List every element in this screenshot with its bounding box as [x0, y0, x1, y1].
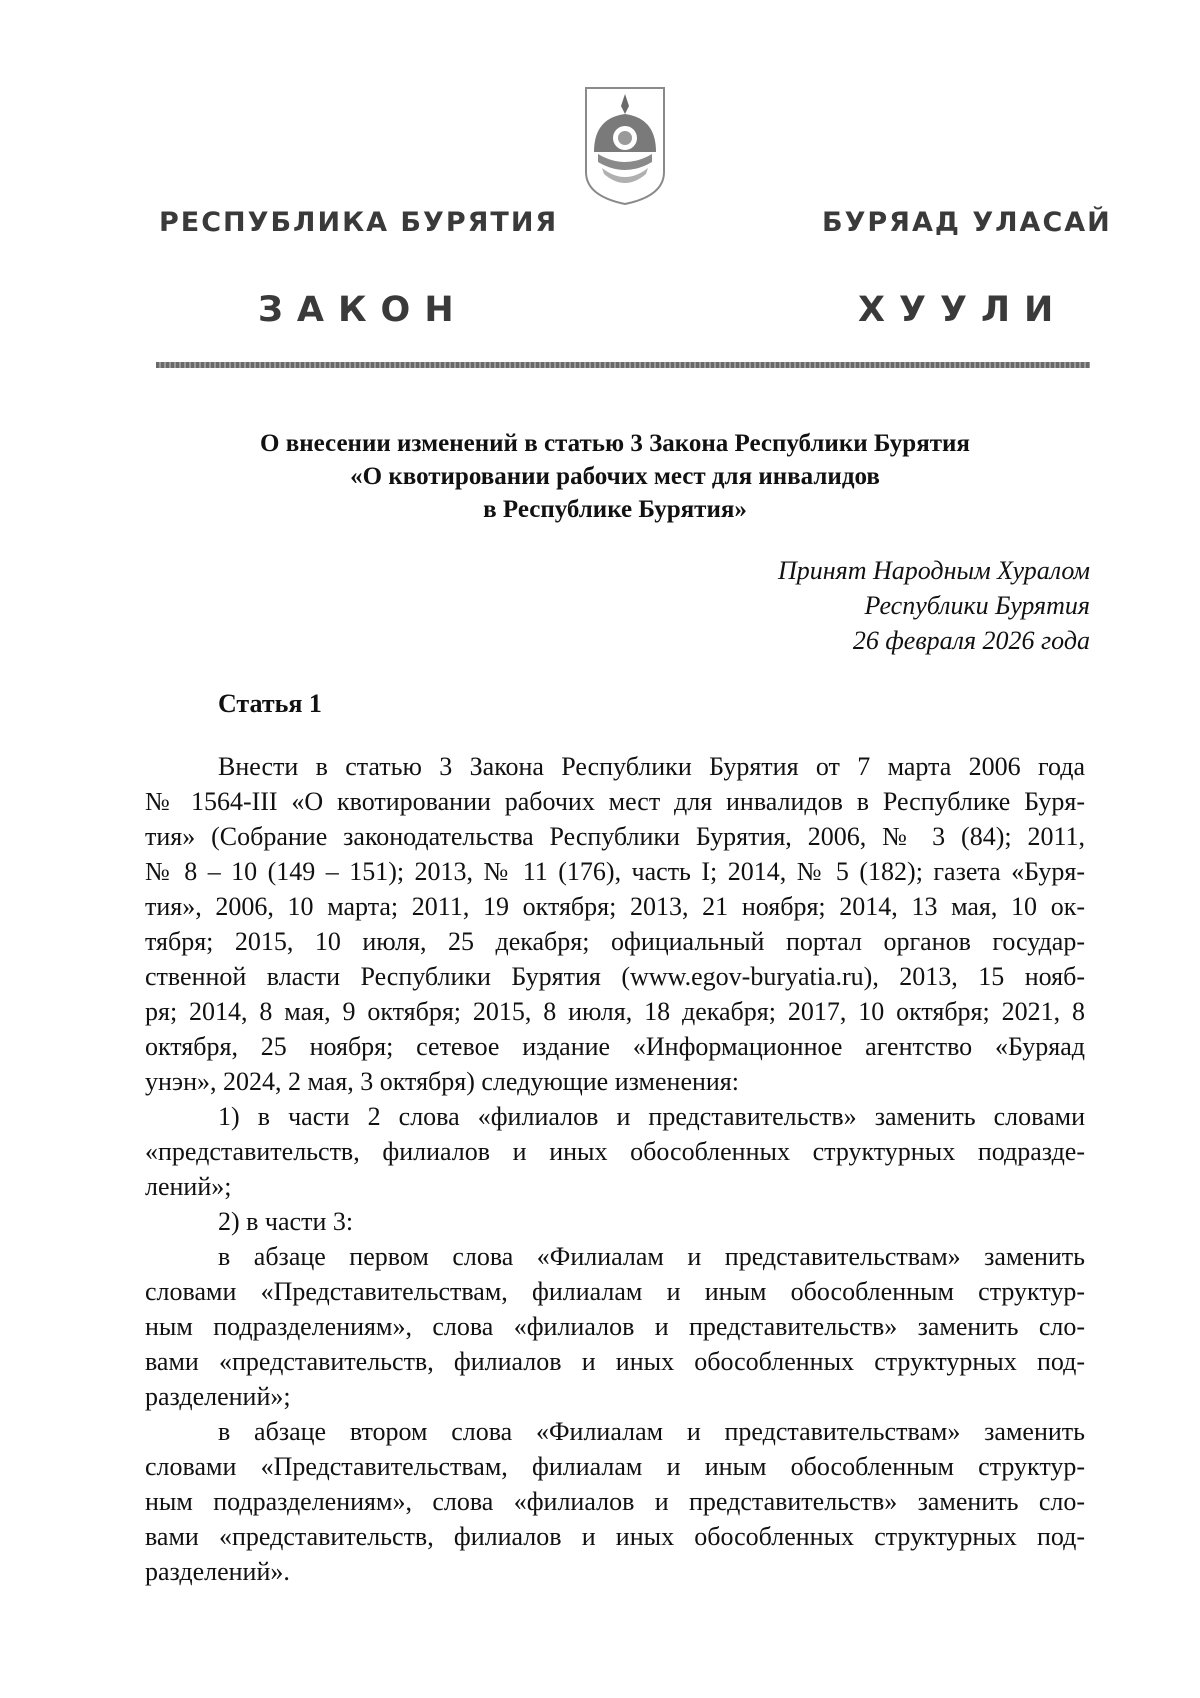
body-line: разделений». — [145, 1557, 290, 1586]
law-label-bua: ХУУЛИ — [858, 290, 1068, 330]
adoption-note — [778, 553, 1090, 658]
title-line: в Республике Бурятия» — [483, 496, 747, 523]
body-line: вами «представительств, филиалов и иных обособленных структурных под- — [145, 1522, 1085, 1551]
body-line: словами «Представительствам, филиалам и иным обособленным структур- — [145, 1277, 1085, 1306]
article-heading: Статья 1 — [218, 689, 322, 718]
coat-of-arms-icon — [580, 80, 670, 208]
adoption-line: Принят Народным Хуралом — [777, 556, 1090, 585]
body-line: словами «Представительствам, филиалам и иным обособленным структур- — [145, 1452, 1085, 1481]
republic-name-ru: РЕСПУБЛИКА БУРЯТИЯ — [159, 207, 559, 238]
body-line: ным подразделениям», слова «филиалов и представительств» заменить сло- — [145, 1312, 1085, 1341]
body-line: 1) в части 2 слова «филиалов и представительств» заменить словами — [218, 1102, 1085, 1131]
body-line: тября; 2015, 10 июля, 25 декабря; официальный портал органов государ- — [145, 927, 1085, 956]
adoption-date: 26 февраля 2026 года — [852, 626, 1090, 655]
body-line: «представительств, филиалов и иных обособленных структурных подразде- — [145, 1137, 1085, 1166]
document-title — [150, 427, 1080, 526]
body-line: в абзаце первом слова «Филиалам и представительствам» заменить — [218, 1242, 1085, 1271]
title-line: «О квотировании рабочих мест для инвалидов — [350, 463, 880, 490]
body-line: унэн», 2024, 2 мая, 3 октября) следующие изменения: — [145, 1067, 739, 1096]
body-line: тия» (Собрание законодательства Республики Бурятия, 2006, № 3 (84); 2011, — [145, 822, 1085, 851]
body-line: ным подразделениям», слова «филиалов и представительств» заменить сло- — [145, 1487, 1085, 1516]
body-line: тия», 2006, 10 марта; 2011, 19 октября; 2013, 21 ноября; 2014, 13 мая, 10 ок- — [145, 892, 1085, 921]
republic-name-bua: БУРЯАД УЛАСАЙ — [822, 207, 1112, 238]
body-line: № 1564-III «О квотировании рабочих мест для инвалидов в Республике Буря- — [145, 787, 1085, 816]
body-line: разделений»; — [145, 1382, 291, 1411]
law-label-ru: ЗАКОН — [258, 290, 468, 330]
adoption-line: Республики Бурятия — [864, 591, 1090, 620]
title-line: О внесении изменений в статью 3 Закона Республики Бурятия — [260, 430, 970, 457]
body-line: № 8 – 10 (149 – 151); 2013, № 11 (176), часть I; 2014, № 5 (182); газета «Буря- — [145, 857, 1085, 886]
header-divider — [156, 362, 1090, 368]
body-line: 2) в части 3: — [218, 1207, 354, 1236]
body-line: лений»; — [145, 1172, 232, 1201]
article-body — [145, 749, 1085, 1589]
body-line: вами «представительств, филиалов и иных обособленных структурных под- — [145, 1347, 1085, 1376]
body-line: ственной власти Республики Бурятия (www.egov-buryatia.ru), 2013, 15 нояб- — [145, 962, 1085, 991]
body-line: Внести в статью 3 Закона Республики Бурятия от 7 марта 2006 года — [218, 752, 1085, 781]
body-line: ря; 2014, 8 мая, 9 октября; 2015, 8 июля, 18 декабря; 2017, 10 октября; 2021, 8 — [145, 997, 1085, 1026]
body-line: октября, 25 ноября; сетевое издание «Информационное агентство «Буряад — [145, 1032, 1085, 1061]
body-line: в абзаце втором слова «Филиалам и представительствам» заменить — [218, 1417, 1085, 1446]
